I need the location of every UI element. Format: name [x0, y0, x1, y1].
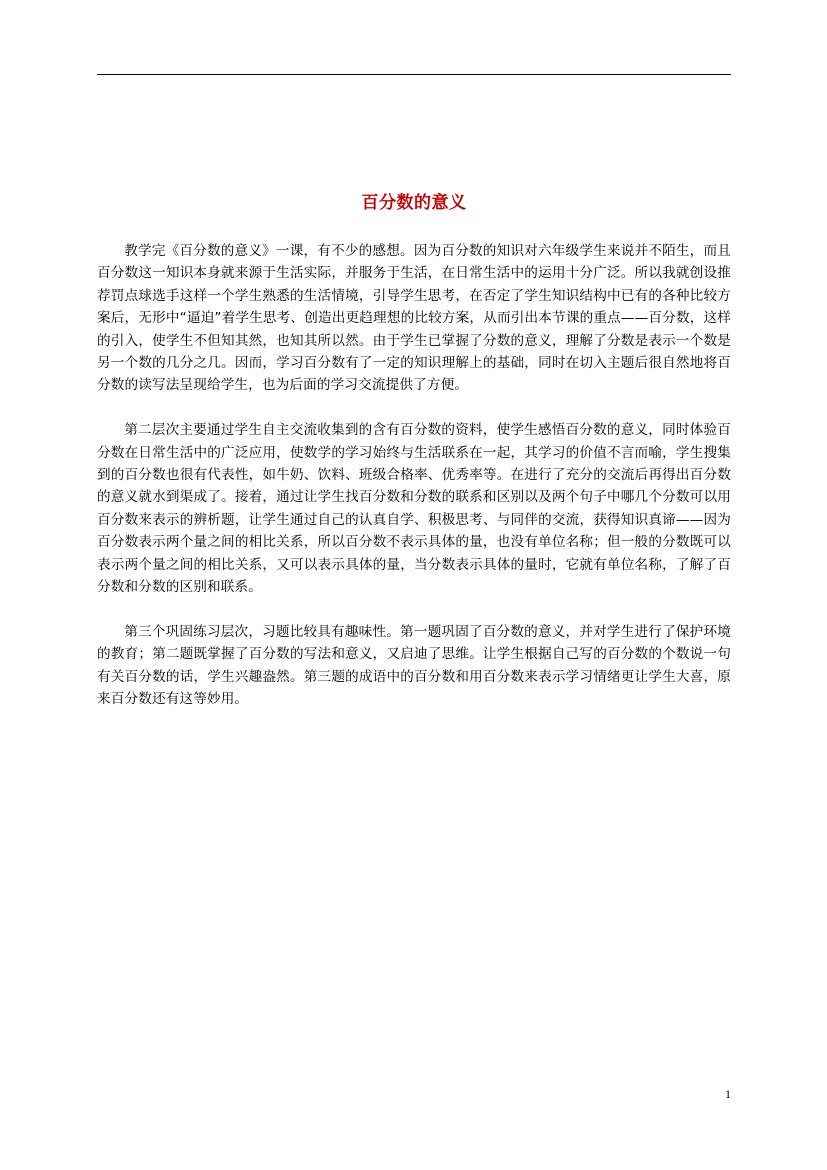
page-number: 1 [725, 1087, 731, 1101]
paragraph-3: 第三个巩固练习层次，习题比较具有趣味性。第一题巩固了百分数的意义，并对学生进行了保护环境的教育；第二题既掌握了百分数的写法和意义，又启迪了思维。让学生根据自己写的百分数的个数说一句有关百分数的话，学生兴趣盎然。第三题的成语中的百分数和用百分数来表示学习情绪更让学生大喜，原来百分数还有这等妙用。 [97, 623, 731, 708]
paragraph-2: 第二层次主要通过学生自主交流收集到的含有百分数的资料，使学生感悟百分数的意义，同时体验百分数在日常生活中的广泛应用，使数学的学习始终与生活联系在一起，其学习的价值不言而喻，学生搜集到的百分数也很有代表性，如牛奶、饮料、班级合格率、优秀率等。在进行了充分的交流后再得出百分数的意义就水到渠成了。接着，通过让学生找百分数和分数的联系和区别以及两个句子中哪几个分数可以用百分数来表示的辨析题，让学生通过自己的认真自学、积极思考、与同伴的交流，获得知识真谛——因为百分数表示两个量之间的相比关系，所以百分数不表示具体的量，也没有单位名称；但一般的分数既可以表示两个量之间的相比关系，又可以表示具体的量，当分数表示具体的量时，它就有单位名称，了解了百分数和分数的区别和联系。 [97, 422, 731, 596]
document-body [97, 240, 731, 733]
header-rule [97, 74, 731, 75]
paragraph-1: 教学完《百分数的意义》一课，有不少的感想。因为百分数的知识对六年级学生来说并不陌生，而且百分数这一知识本身就来源于生活实际，并服务于生活，在日常生活中的运用十分广泛。所以我就创设推荐罚点球选手这样一个学生熟悉的生活情境，引导学生思考，在否定了学生知识结构中已有的各种比较方案后，无形中“逼迫”着学生思考、创造出更趋理想的比较方案，从而引出本节课的重点——百分数，这样的引入，使学生不但知其然，也知其所以然。由于学生已掌握了分数的意义，理解了分数是表示一个数是另一个数的几分之几。因而，学习百分数有了一定的知识理解上的基础，同时在切入主题后很自然地将百分数的读写法呈现给学生，也为后面的学习交流提供了方便。 [97, 243, 731, 394]
document-title: 百分数的意义 [361, 193, 467, 213]
